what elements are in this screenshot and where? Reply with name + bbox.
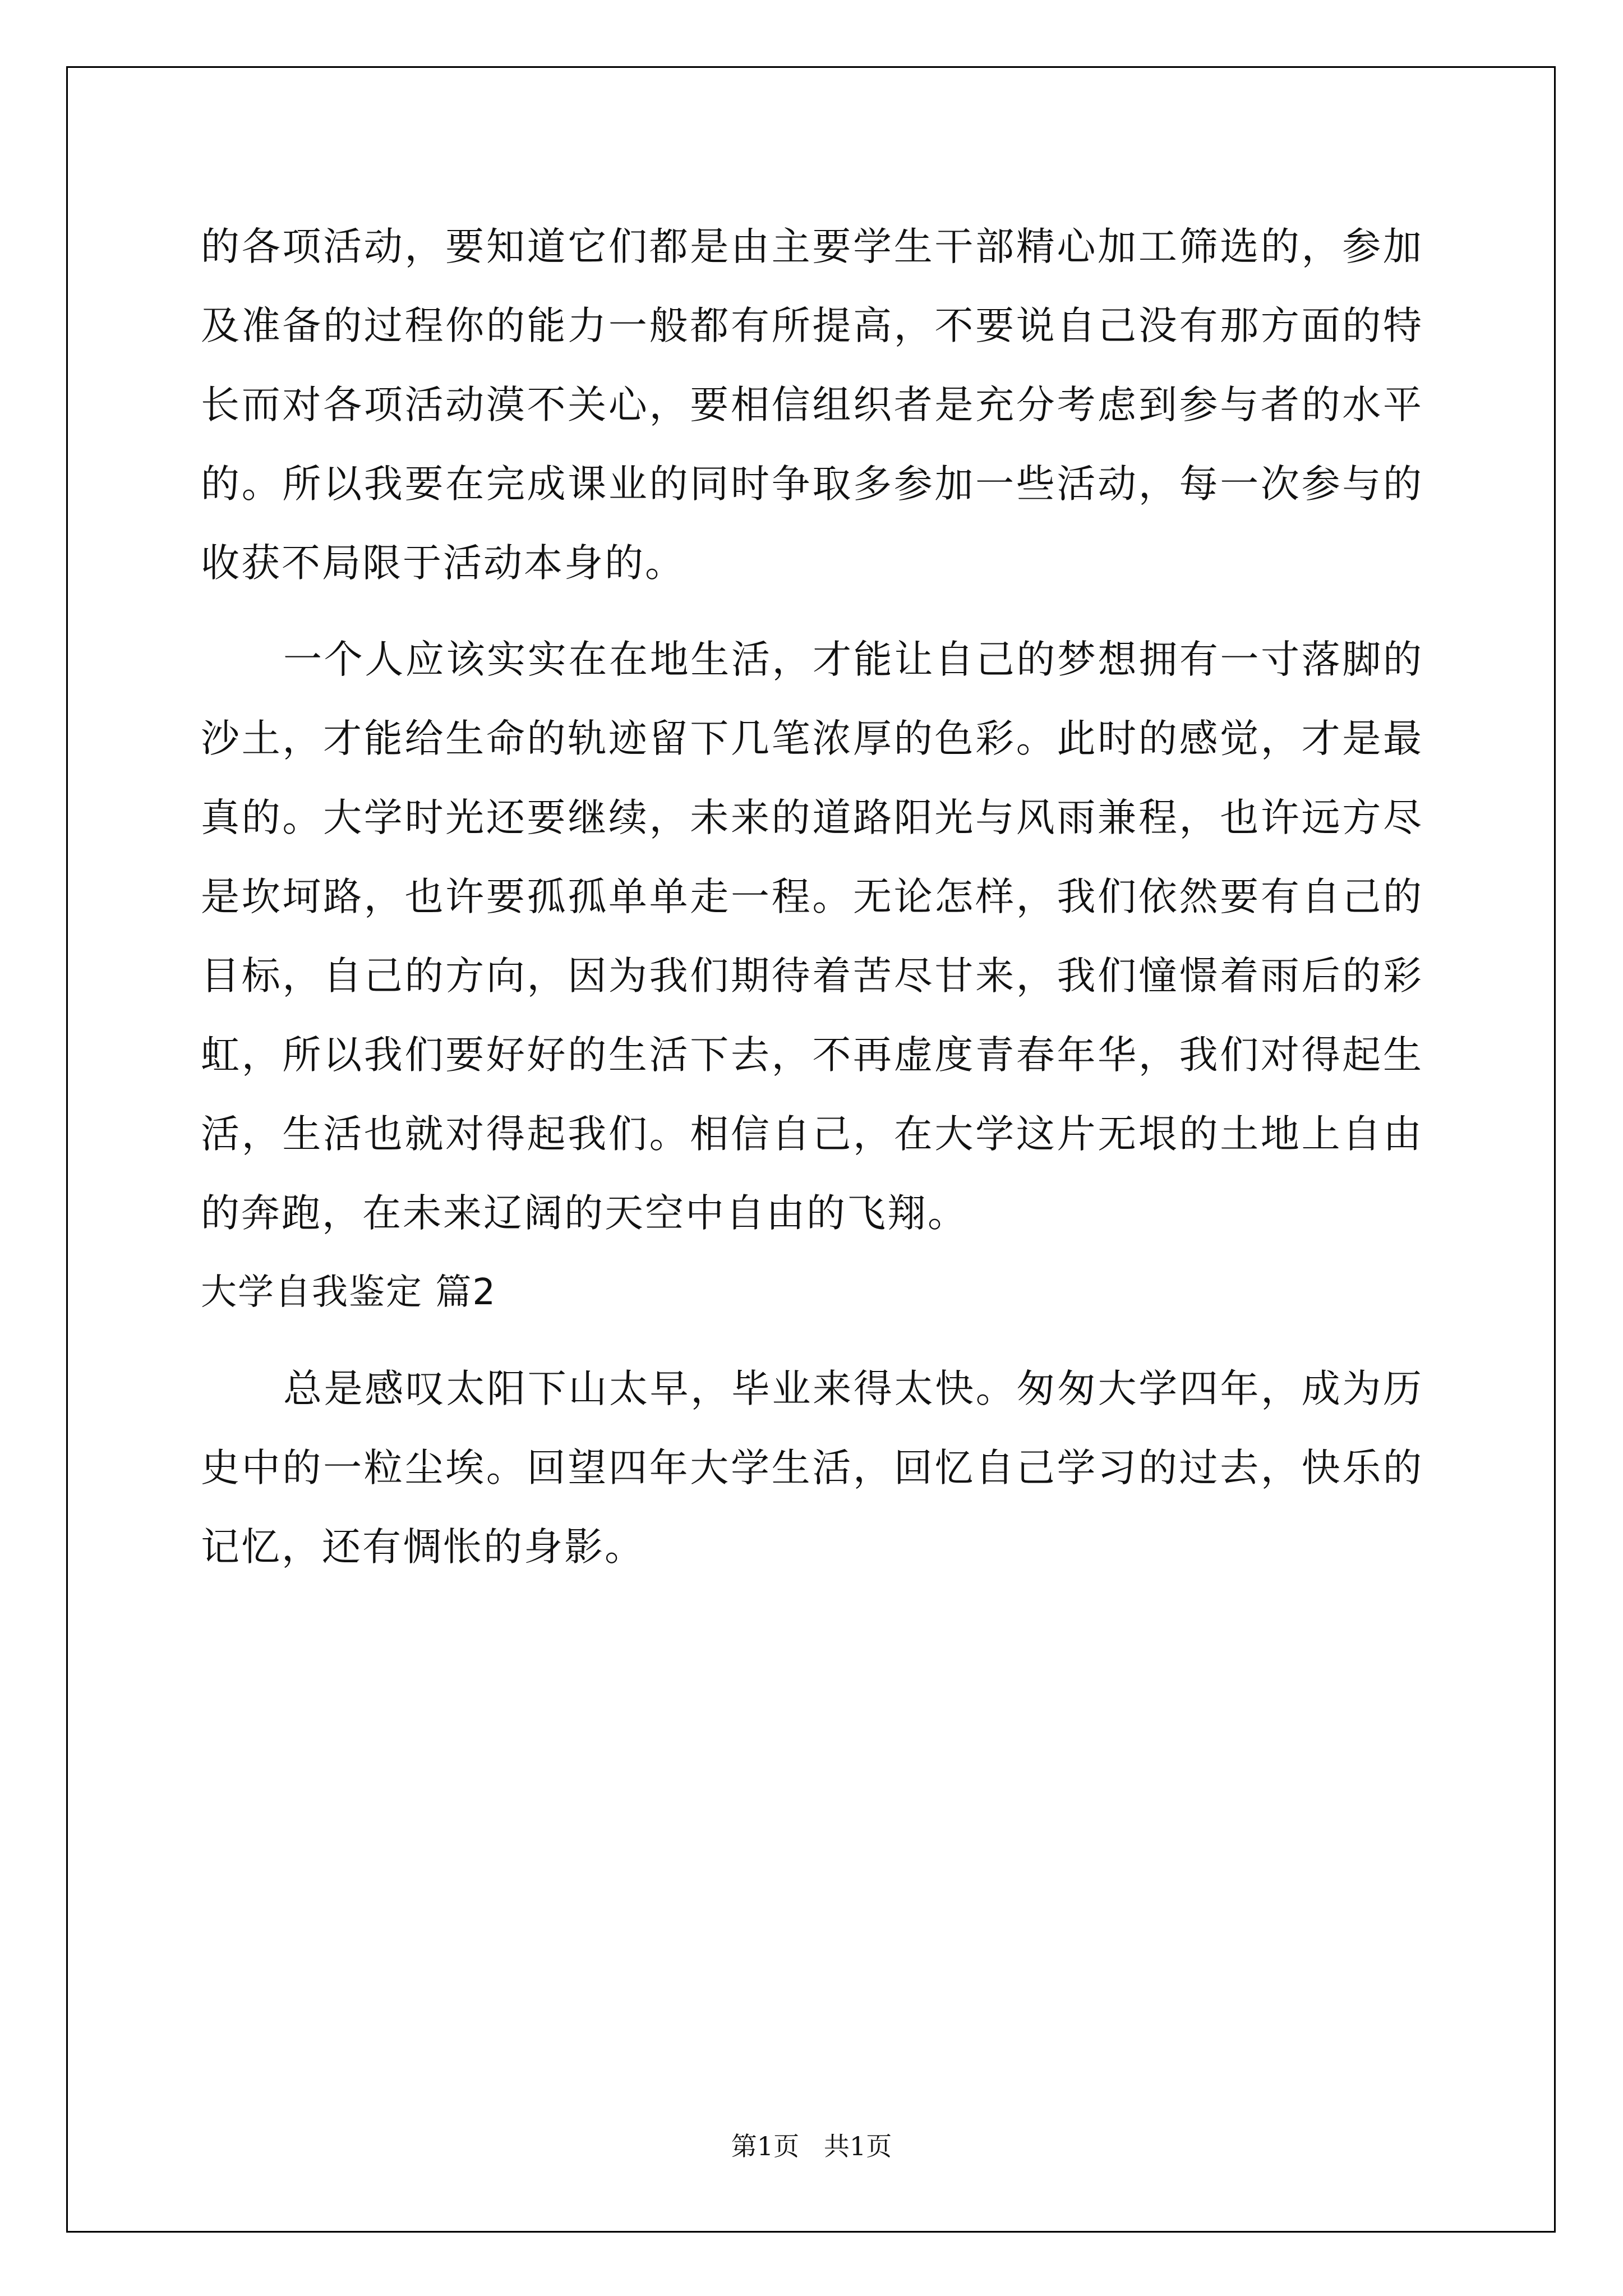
paragraph-life: 一个人应该实实在在地生活，才能让自己的梦想拥有一寸落脚的沙土，才能给生命的轨迹留下几笔浓厚的色彩。此时的感觉，才是最真的。大学时光还要继续，未来的道路阳光与风雨兼程，也许远方尽是坎坷路，也许要孤孤单单走一程。无论怎样，我们依然要有自己的目标，自己的方向，因为我们期待着苦尽甘来，我们憧憬着雨后的彩虹，所以我们要好好的生活下去，不再虚度青春年华，我们对得起生活，生活也就对得起我们。相信自己，在大学这片无垠的土地上自由的奔跑，在未来辽阔的天空中自由的飞翔。 [201, 637, 1423, 1236]
page-footer [0, 2126, 1623, 2163]
page-number: 第1页 共1页 [731, 2131, 892, 2161]
section-heading: 大学自我鉴定 篇2 [201, 1272, 497, 1313]
paragraph-graduation: 总是感叹太阳下山太早，毕业来得太快。匆匆大学四年，成为历史中的一粒尘埃。回望四年大学生活，回忆自己学习的过去，快乐的记忆，还有惆怅的身影。 [201, 1366, 1423, 1570]
paragraph-continuation: 的各项活动，要知道它们都是由主要学生干部精心加工筛选的，参加及准备的过程你的能力一般都有所提高，不要说自己没有那方面的特长而对各项活动漠不关心，要相信组织者是充分考虑到参与者的水平的。所以我要在完成课业的同时争取多参加一些活动，每一次参与的收获不局限于活动本身的。 [201, 224, 1423, 586]
document-body [201, 208, 1423, 1587]
